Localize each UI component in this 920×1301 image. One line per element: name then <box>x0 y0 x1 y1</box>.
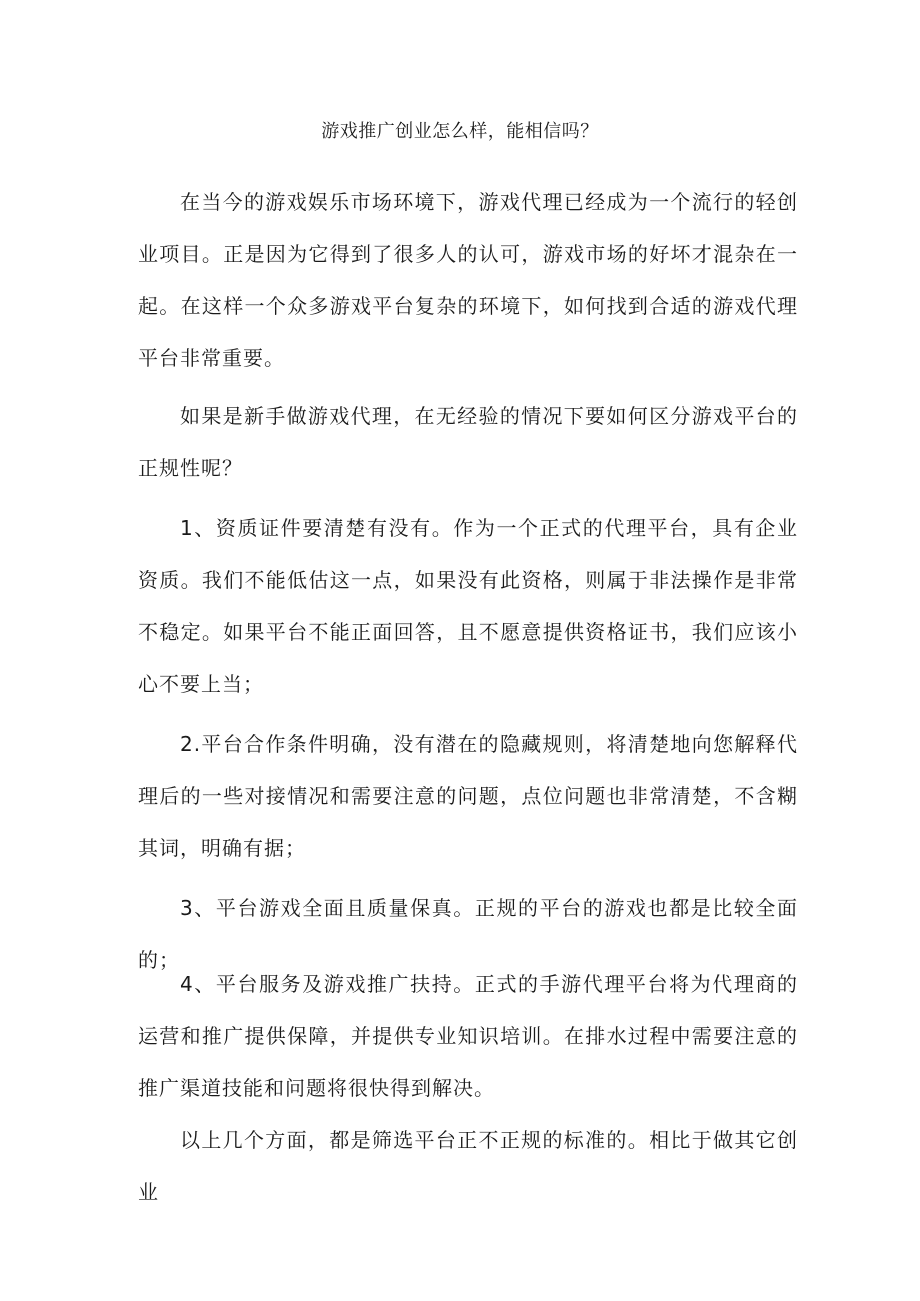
paragraph-intro: 在当今的游戏娱乐市场环境下，游戏代理已经成为一个流行的轻创业项目。正是因为它得到了很多人的认可，游戏市场的好坏才混杂在一起。在这样一个众多游戏平台复杂的环境下，如何找到合适的游戏代理平台非常重要。 <box>138 190 798 370</box>
document-title: 游戏推广创业怎么样，能相信吗？ <box>321 121 599 142</box>
paragraph-point-3: 3、平台游戏全面且质量保真。正规的平台的游戏也都是比较全面的； <box>138 896 798 972</box>
paragraph-point-4: 4、平台服务及游戏推广扶持。正式的手游代理平台将为代理商的运营和推广提供保障，并提供专业知识培训。在排水过程中需要注意的推广渠道技能和问题将很快得到解决。 <box>138 972 798 1100</box>
paragraph-summary: 以上几个方面，都是筛选平台正不正规的标准的。相比于做其它创业 <box>138 1128 798 1204</box>
paragraph-point-1: 1、资质证件要清楚有没有。作为一个正式的代理平台，具有企业资质。我们不能低估这一点，如果没有此资格，则属于非法操作是非常不稳定。如果平台不能正面回答，且不愿意提供资格证书，我们应该小心不要上当； <box>138 516 798 696</box>
paragraph-question: 如果是新手做游戏代理，在无经验的情况下要如何区分游戏平台的正规性呢？ <box>138 404 798 480</box>
paragraph-point-2: 2.平台合作条件明确，没有潜在的隐藏规则，将清楚地向您解释代理后的一些对接情况和需要注意的问题，点位问题也非常清楚，不含糊其词，明确有据； <box>138 732 798 860</box>
